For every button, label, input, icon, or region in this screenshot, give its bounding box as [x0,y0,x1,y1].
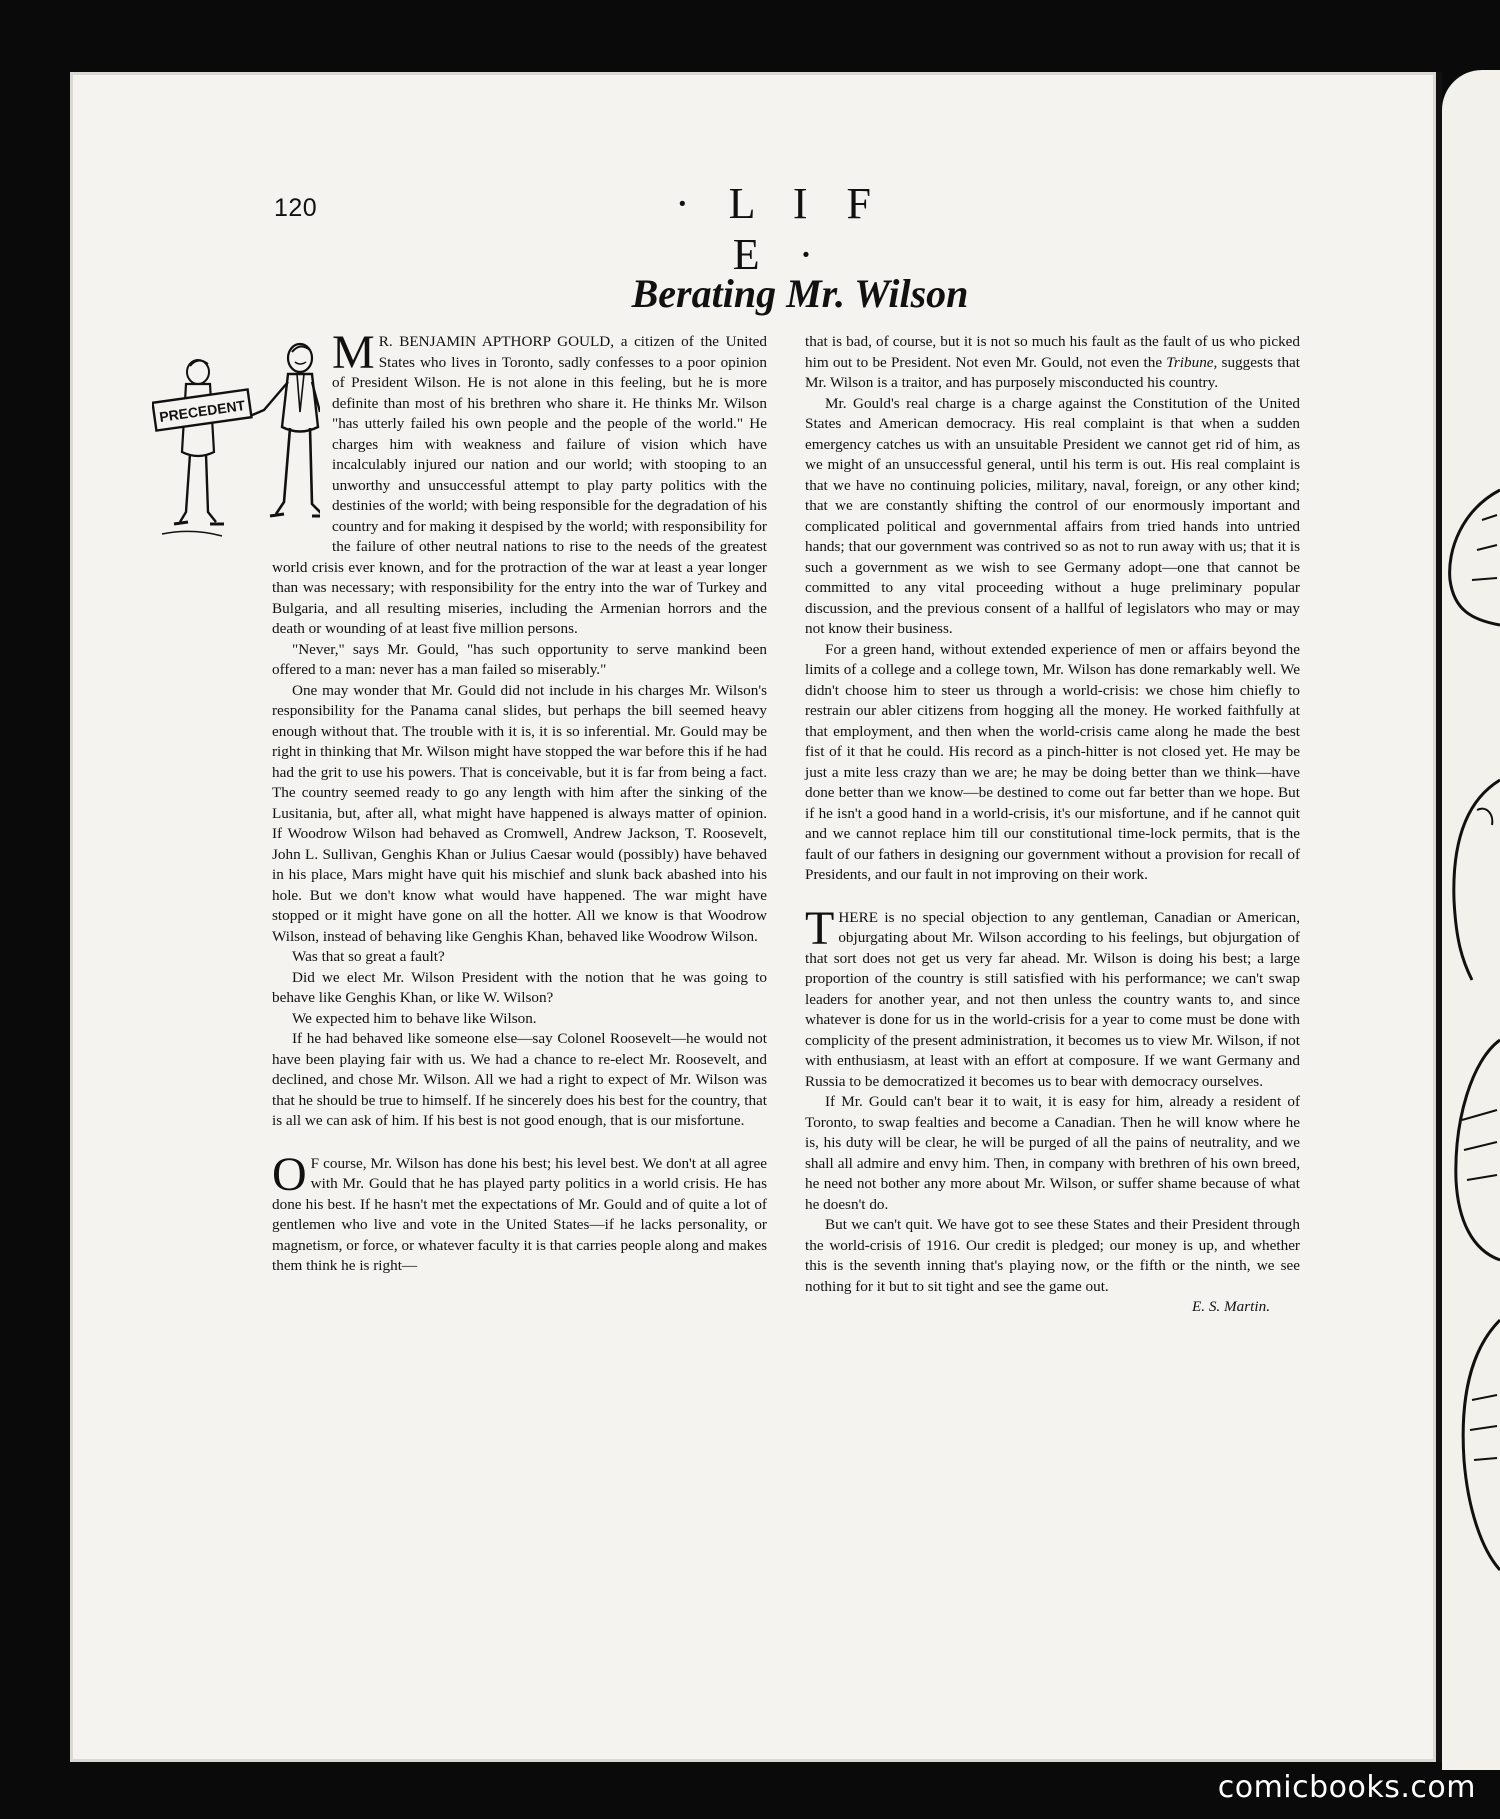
drop-cap: T [805,901,835,955]
precedent-cartoon-illustration [152,332,320,542]
page-number: 120 [274,194,318,222]
article-column-left [158,326,768,1277]
author-signature: E. S. Martin. [1191,1298,1270,1315]
paragraph [805,901,1300,1093]
headline: Berating Mr. Wilson [631,271,969,316]
precedent-sign-label: PRECEDENT [158,397,247,425]
drop-cap: O [272,1147,307,1201]
paragraph: If Mr. Gould can't bear it to wait, it is easy for him, already a resident of Toronto, to swap fealties and become a Canadian. Then he will know where he is, his duty will be clear, he will be purged of all the pains of neutrality, and we shall all admire and envy him. Then, in company with brethren of his own breed, he need not bother any more about Mr. Wilson, or suffer shame because of what he doesn't do. [805,1093,1300,1213]
article-column-right [805,332,1300,1318]
paragraph [272,1147,767,1277]
paragraph: Was that so great a fault? [292,948,445,965]
paragraph-text: F course, Mr. Wilson has done his best; his level best. We don't at all agree with Mr. Gould that he has played party politics in a world crisis. He has done his best. If he hasn't met the expectations of Mr. Gould and of quite a lot of gentlemen who live and vote in the United States—if he lacks personality, or magnetism, or force, or whatever faculty it is that carries people along and makes them think he is right— [272,1154,767,1274]
paragraph: Did we elect Mr. Wilson President with the notion that he was going to behave like Genghis Khan, or like W. Wilson? [272,968,767,1006]
paragraph: One may wonder that Mr. Gould did not include in his charges Mr. Wilson's responsibility for the Panama canal slides, but perhaps the bill seemed heavy enough without that. The trouble with it is, it is so inferential. Mr. Gould may be right in thinking that Mr. Wilson might have stopped the war before this if he had had the grit to use his powers. That is conceivable, but it is far from being a fact. The country seemed ready to go any length with him after the sinking of the Lusitania, but, after all, what might have happened is always matter of opinion. If Woodrow Wilson had behaved as Cromwell, Andrew Jackson, T. Roosevelt, John L. Sullivan, Genghis Khan or Julius Caesar would (possibly) have behaved in his place, Mars might have quit his mischief and slunk back abashed into his hole. But we don't know what would have happened. The war might have stopped or it might have gone on all the hotter. All we know is that Woodrow Wilson, instead of behaving like Genghis Khan, behaved like Woodrow Wilson. [272,681,767,945]
paragraph-text: that is bad, of course, but it is not so much his fault as the fault of us who picked him out to be President. Not even Mr. Gould, not even the [805,333,1300,371]
paragraph: For a green hand, without extended experience of men or affairs beyond the limits of a college and a college town, Mr. Wilson has done remarkably well. We didn't choose him to steer us through a world-crisis: we chose him chiefly to restrain our abler citizens from hogging all the money. He worked faithfully at that employment, and then when the world-crisis came along he made the best fist of it that he could. His record as a pinch-hitter is not closed yet. He may be just a mite less crazy than we are; he may be doing better than we think—have done better than we know—be destined to come out far better than we hope. But if he isn't a good hand in a world-crisis, it's our misfortune, and if he cannot quit and we cannot replace him till our constitutional time-lock permits, that is the fault of our fathers in designing our government without a provision for recall of Presidents, and our fault in not improving on their work. [805,640,1300,883]
paragraph: "Never," says Mr. Gould, "has such opportunity to serve mankind been offered to a man: never has a man failed so miserably." [272,640,767,678]
paragraph-text: R. BENJAMIN APTHORP GOULD, a citizen of the United States who lives in Toronto, sadly confesses to a poor opinion of President Wilson. He is not alone in this feeling, but he is more definite than most of his brethren who share it. He thinks Mr. Wilson "has utterly failed his own people and the people of the world." He charges him with weakness and failure of vision which have incalculably injured our nation and our world; with stooping to an unworthy and unsuccessful attempt to play party politics with the destinies of the world; with being responsible for the degradation of his country and for making it despised by the world; with responsibility for the failure of other neutral nations to rise to the needs of the greatest world crisis ever known, and for the protraction of the war at least a year longer than was necessary; with responsibility for the entry into the war of Turkey and Bulgaria, and all resulting miseries, including the Armenian horrors and the death or wounding of at least five million persons. [272,333,767,637]
paragraph [158,326,767,640]
masthead: · L I F E · [674,179,886,279]
paragraph [805,332,1300,394]
paragraph-text: suggests that Mr. Wilson is a traitor, and has purposely misconducted his country. [805,353,1300,391]
section-break [805,886,1300,908]
paragraph-text: HERE is no special objection to any gentleman, Canadian or American, objurgating about Mr. Wilson according to his feelings, but objurgation of that sort does not get us very far ahead. Mr. Wilson is doing his best; a large proportion of the country is still satisfied with his performance; we can't swap leaders for another year, and not then unless the country wants to, and since whatever is done for us in the world-crisis for a year to come must be done with complicity of the present administration, it becomes us to view Mr. Wilson, if not with enthusiasm, at least with an effort at composure. If we want Germany and Russia to be democratized it becomes us to bear with democracy ourselves. [805,908,1300,1090]
drop-cap: M [332,326,375,379]
paragraph: Mr. Gould's real charge is a charge against the Constitution of the United States and American democracy. His real complaint is that when a sudden emergency catches us with an unsuitable President we cannot get rid of him, as we might of an unsuccessful general, until his term is out. His real complaint is that we have no continuing policies, military, naval, foreign, or any other kind; that we are constantly shifting the control of our enormously important and complicated political and governmental affairs from tried hands into untried hands; that our government was contrived so as not to run away with us; that it is such a government as we wish to see Germany adopt—one that cannot be committed to any vital proceeding without a huge preliminary popular discussion, and the previous consent of a hallful of legislators who may or may not know their business. [805,394,1300,637]
section-break [272,1132,767,1154]
adjacent-page-illustration [1442,420,1500,1600]
watermark: comicbooks.com [1217,1770,1476,1805]
newspaper-title: Tribune, [1166,353,1218,371]
paragraph: We expected him to behave like Wilson. [292,1009,537,1027]
paragraph: If he had behaved like someone else—say Colonel Roosevelt—he would not have been playing fair with us. We had a chance to re-elect Mr. Roosevelt, and declined, and chose Mr. Wilson. All we had a right to expect of Mr. Wilson was that he should be true to himself. If he sincerely does his best for the country, that is all we can ask of him. If his best is not good enough, that is our misfortune. [272,1030,768,1129]
paragraph: But we can't quit. We have got to see these States and their President through the world-crisis of 1916. Our credit is pledged; our money is up, and whether this is the seventh inning that's playing now, or the fifth or the ninth, we see nothing for it but to sit tight and see the game out. [805,1216,1300,1295]
